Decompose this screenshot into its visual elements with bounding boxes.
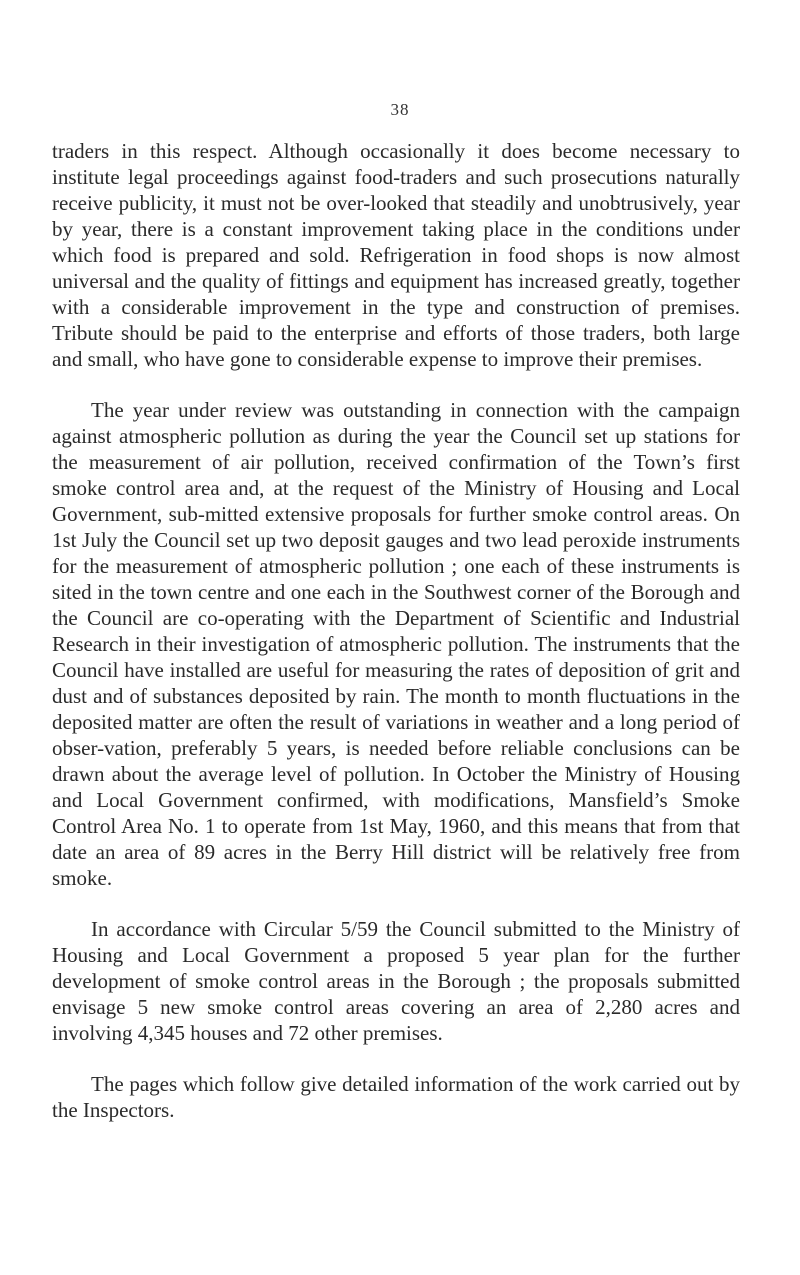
page-number: 38 [390, 100, 410, 119]
paragraph-following-pages: The pages which follow give detailed information of the work carried out by the Inspectors. [52, 1072, 740, 1122]
paragraph-circular-5-59: In accordance with Circular 5/59 the Council submitted to the Ministry of Housing and Local Government a proposed 5 year plan for the further development of smoke control areas in the Borough ; the proposals submitted envisage 5 new smoke control areas covering an area of 2,280 acres and involving 4,345 houses and 72 other premises. [52, 917, 740, 1045]
document-body [52, 138, 740, 1148]
paragraph-atmospheric-pollution: The year under review was outstanding in connection with the campaign against atmospheric pollution as during the year the Council set up stations for the measurement of air pollution, received confirmation of the Town’s first smoke control area and, at the request of the Ministry of Housing and Local Government, sub-mitted extensive proposals for further smoke control areas. On 1st July the Council set up two deposit gauges and two lead peroxide instruments for the measurement of atmospheric pollution ; one each of these instruments is sited in the town centre and one each in the Southwest corner of the Borough and the Council are co-operating with the Department of Scientific and Industrial Research in their investigation of atmospheric pollution. The instruments that the Council have installed are useful for measuring the rates of deposition of grit and dust and of substances deposited by rain. The month to month fluctuations in the deposited matter are often the result of variations in weather and a long period of obser-vation, preferably 5 years, is needed before reliable conclusions can be drawn about the average level of pollution. In October the Ministry of Housing and Local Government confirmed, with modifications, Mansfield’s Smoke Control Area No. 1 to operate from 1st May, 1960, and this means that from that date an area of 89 acres in the Berry Hill district will be relatively free from smoke. [52, 398, 740, 890]
paragraph-food-traders: traders in this respect. Although occasionally it does become necessary to institute legal proceedings against food-traders and such prosecutions naturally receive publicity, it must not be over-looked that steadily and unobtrusively, year by year, there is a constant improvement taking place in the conditions under which food is prepared and sold. Refrigeration in food shops is now almost universal and the quality of fittings and equipment has increased greatly, together with a considerable improvement in the type and construction of premises. Tribute should be paid to the enterprise and efforts of those traders, both large and small, who have gone to considerable expense to improve their premises. [52, 139, 740, 371]
